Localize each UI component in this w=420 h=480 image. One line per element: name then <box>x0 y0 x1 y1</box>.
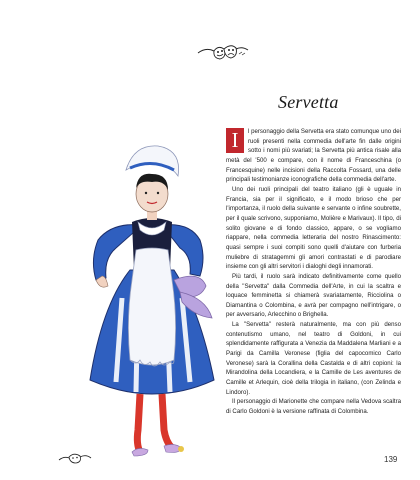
page-title: Servetta <box>278 92 339 112</box>
paragraph-4: La "Servetta" resterà naturalmente, ma con più denso contenutismo umano, nel teatro di Goldoni, in cui splendidamente raffigurata a Venezia da Maddalena Marliani e a Parigi da Camilla Veronese (figlia del capocomico Carlo Veronese) sarà la Corallina della Castalda e di altri copioni: la Mirandolina della Locandiera, e la Camille de Les aventures de Camille et Arlequin, cioè della trilogia in italiano, (con Zelinda e Lindoro). <box>226 321 401 396</box>
paragraph-text: l personaggio della Servetta era stato comunque uno dei ruoli presenti nella commedia dell'arte fin dalle origini sotto i nomi più svariati; la Servetta più antica risale alla metà del '500 e compare, con il nome di Franceschina (o Francesquine) nelle incisioni della Raccolta Fossard, una delle principali testimonianze iconografiche della commedia dell'arte. <box>226 128 401 184</box>
body-text <box>226 127 401 417</box>
servetta-illustration <box>82 130 222 460</box>
paragraph-2: Uno dei ruoli principali del teatro italiano (gli è uguale in Francia, sia per il significato, e il modo brioso che per l'importanza, il ruolo della suivante e servante o infine soubrette, per il quale scrivono, supponiamo, Molière e Marivaux). Il tipo, di solito giovane e di fondo classico, appare, o se vogliamo riappare, nella commedia letteraria del nostro Rinascimento: quasi sempre i suoi compiti sono quelli d'aiutare con furberia muliebre di stratagemmi gli amori contrastati e di parodiare insieme con gli altri servitori i dialoghi degli innamorati. <box>226 185 401 271</box>
paragraph-5: Il personaggio di Marionette che compare nella Vedova scaltra di Carlo Goldoni è la versione raffinata di Colombina. <box>226 398 401 416</box>
paragraph-1 <box>226 127 401 185</box>
theatre-mask-icon <box>58 451 92 465</box>
page-number: 139 <box>384 455 398 464</box>
drop-cap: I <box>226 128 244 153</box>
theatre-masks-icon <box>196 40 250 62</box>
paragraph-3: Più tardi, il ruolo sarà indicato definitivamente come quello della "Servetta" dalla Commedia dell'Arte, in cui la scaltra e loquace femminetta si chiamerà svariatamente, Ricciolina o Diamantina o Colombina, e avrà per compagno nell'intrigare, o per avversario, Arlecchino o Brighella. <box>226 272 401 319</box>
